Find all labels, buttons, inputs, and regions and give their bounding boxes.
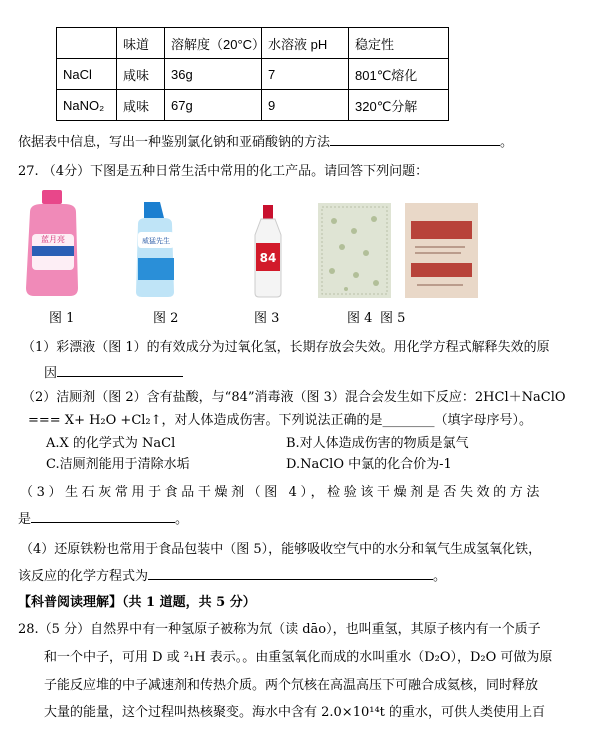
q27-3-line-a: （3）生石灰常用于食品干燥剂（图 4），检验该干燥剂是否失效的方法 bbox=[20, 485, 543, 500]
option-d: D.NaClO 中氯的化合价为-1 bbox=[286, 457, 452, 472]
answer-blank[interactable] bbox=[330, 145, 500, 146]
figure-4-label: 图 4 bbox=[347, 311, 373, 326]
table-cell: 67g bbox=[165, 90, 262, 121]
section-header: 【科普阅读理解】（共 1 道题，共 5 分） bbox=[18, 595, 256, 610]
table-row bbox=[57, 59, 449, 90]
q27-4-text: 该反应的化学方程式为 bbox=[18, 569, 149, 584]
bottle3-brand: 84 bbox=[259, 251, 277, 265]
figure-5-label: 图 5 bbox=[380, 311, 406, 326]
option-c: C.洁厕剂能用于清除水垢 bbox=[46, 457, 190, 472]
q27-2-line-b: === X+ H₂O +Cl₂↑，对人体造成伤害。下列说法正确的是________（填字母序号）。 bbox=[28, 413, 533, 428]
option-a: A.X 的化学式为 NaCl bbox=[46, 436, 176, 451]
q27-2-line-a: （2）洁厕剂（图 2）含有盐酸，与“84”消毒液（图 3）混合会发生如下反应：2HCl＋NaClO bbox=[22, 390, 566, 405]
period: 。 bbox=[500, 135, 514, 150]
figure-3-disinfectant-bottle bbox=[251, 205, 285, 298]
q27-1-line-a: （1）彩漂液（图 1）的有效成分为过氧化氢，长期存放会失效。用化学方程式解释失效的原 bbox=[22, 340, 550, 355]
table-cell: 36g bbox=[165, 59, 262, 90]
q27-1-line-b bbox=[44, 362, 183, 381]
table-header-cell bbox=[57, 28, 117, 59]
table-header-cell: 味道 bbox=[117, 28, 165, 59]
q27-1-text: 因 bbox=[44, 366, 58, 381]
answer-blank[interactable] bbox=[148, 579, 433, 580]
table-cell: NaNO₂ bbox=[57, 90, 117, 121]
bottle1-brand: 蓝月亮 bbox=[41, 235, 65, 244]
period: 。 bbox=[175, 512, 189, 527]
q28-line-4: 大量的能量，这个过程叫热核聚变。海水中含有 2.0×10¹⁴t 的重水，可供人类使用上百 bbox=[44, 705, 546, 720]
table-cell: NaCl bbox=[57, 59, 117, 90]
table-header-cell: 溶解度（20°C） bbox=[165, 28, 262, 59]
option-b: B.对人体造成伤害的物质是氯气 bbox=[286, 436, 469, 451]
q27-4-line-a: （4）还原铁粉也常用于食品包装中（图 5），能够吸收空气中的水分和氧气生成氢氧化铁， bbox=[20, 542, 542, 557]
table-cell: 9 bbox=[262, 90, 349, 121]
properties-table bbox=[56, 27, 449, 121]
figure-2-label: 图 2 bbox=[153, 311, 179, 326]
figure-4-desiccant-packet bbox=[318, 203, 391, 298]
table-cell: 801℃熔化 bbox=[349, 59, 449, 90]
answer-blank[interactable] bbox=[31, 522, 175, 523]
table-cell: 咸味 bbox=[117, 90, 165, 121]
table-header-cell: 水溶液 pH bbox=[262, 28, 349, 59]
table-row bbox=[57, 90, 449, 121]
q28-line-1: 28.（5 分）自然界中有一种氢原子被称为氘（读 dāo），也叫重氢，其原子核内有一个质子 bbox=[18, 622, 541, 637]
figure-2-toilet-cleaner bbox=[130, 202, 180, 298]
period: 。 bbox=[433, 569, 447, 584]
answer-blank[interactable] bbox=[57, 376, 183, 377]
figure-1-bleach-bottle bbox=[24, 190, 82, 298]
figure-5-iron-powder-packet bbox=[405, 203, 478, 298]
q27-intro: 27. （4分）下图是五种日常生活中常用的化工产品。请回答下列问题： bbox=[18, 164, 429, 179]
q26-text: 依据表中信息，写出一种鉴别氯化钠和亚硝酸钠的方法 bbox=[18, 135, 331, 150]
figure-3-label: 图 3 bbox=[254, 311, 280, 326]
q27-3-text: 是 bbox=[18, 512, 32, 527]
q28-line-2: 和一个中子，可用 D 或 ²₁H 表示。。由重氢氧化而成的水叫重水（D₂O），D₂O 可做为原 bbox=[44, 650, 553, 665]
table-header-row bbox=[57, 28, 449, 59]
table-cell: 320℃分解 bbox=[349, 90, 449, 121]
table-header-cell: 稳定性 bbox=[349, 28, 449, 59]
q27-4-line-b bbox=[18, 565, 446, 584]
q27-3-line-b bbox=[18, 508, 188, 527]
q26-method-line bbox=[18, 131, 513, 150]
table-cell: 咸味 bbox=[117, 59, 165, 90]
q28-line-3: 子能反应堆的中子减速剂和传热介质。两个氘核在高温高压下可融合成氦核，同时释放 bbox=[44, 678, 539, 693]
bottle2-brand: 威猛先生 bbox=[142, 237, 170, 245]
figure-1-label: 图 1 bbox=[49, 311, 75, 326]
table-cell: 7 bbox=[262, 59, 349, 90]
